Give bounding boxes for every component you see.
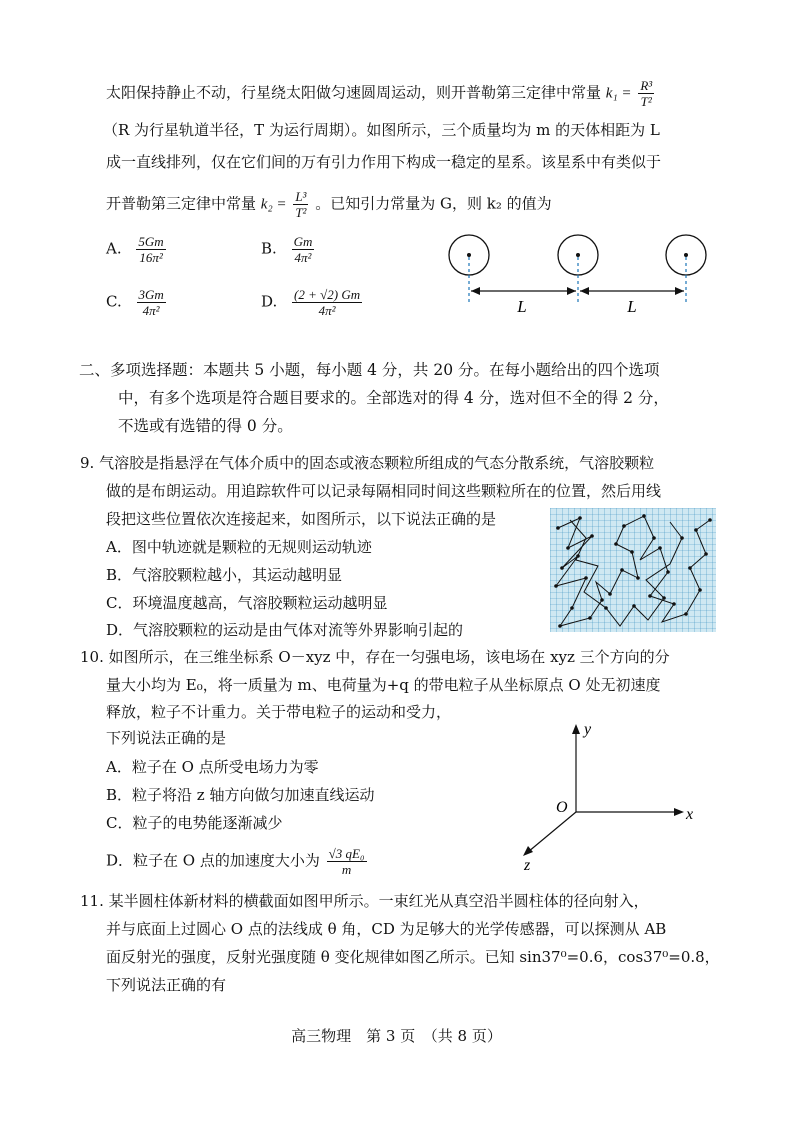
k2-fraction: $\frac{\text{L³}}{\text{T²}}$ <box>295 189 307 220</box>
q10-option-a: A．粒子在 O 点所受电场力为零 <box>106 758 319 776</box>
brownian-motion-figure <box>550 508 716 632</box>
k1-lhs: k₁ = <box>605 85 632 102</box>
q9-line2: 做的是布朗运动。用追踪软件可以记录每隔相同时间这些颗粒所在的位置，然后用线 <box>106 482 662 500</box>
page-footer: 高三物理 第 3 页 （共 8 页） <box>291 1027 502 1045</box>
section2-line3: 不选或有选错的得 0 分。 <box>118 417 293 435</box>
q11-line4: 下列说法正确的有 <box>106 976 227 994</box>
y-axis-label: y <box>584 721 592 738</box>
q8-line3: 成一直线排列，仅在它们间的万有引力作用下构成一稳定的星系。该星系中有类似于 <box>106 153 662 171</box>
q8-option-d: D. $\frac{(2 + √2) Gm}{\text{4π²}}$ <box>261 287 361 318</box>
q8-line4: 开普勒第三定律中常量 k₂ = $\frac{\text{L³}}{\text{T²}}$ 。已知引力常量为 G，则 k₂ 的值为 <box>106 189 552 220</box>
q10-option-c: C．粒子的电势能逐渐减少 <box>106 814 283 832</box>
label-l-right: L <box>627 297 637 316</box>
q11-line3: 面反射光的强度，反射光强度随 θ 变化规律如图乙所示。已知 sin37⁰=0.6，cos37⁰=0.8， <box>106 948 720 966</box>
q10-line4: 下列说法正确的是 <box>106 729 227 747</box>
q9-option-c: C．环境温度越高，气溶胶颗粒运动越明显 <box>106 594 388 612</box>
k1-fraction: $\frac{\text{R³}}{\text{T²}}$ <box>640 78 653 109</box>
q10-line1: 10. 如图所示，在三维坐标系 O－xyz 中，存在一匀强电场，该电场在 xyz 三个方向的分 <box>80 648 670 666</box>
q10-option-b: B．粒子将沿 z 轴方向做匀加速直线运动 <box>106 786 375 804</box>
q9-option-b: B．气溶胶颗粒越小，其运动越明显 <box>106 566 343 584</box>
label-l-left: L <box>517 297 527 316</box>
q11-line1: 11. 某半圆柱体新材料的横截面如图甲所示。一束红光从真空沿半圆柱体的径向射入， <box>80 892 649 910</box>
q8-line1: 太阳保持静止不动，行星绕太阳做匀速圆周运动，则开普勒第三定律中常量 k₁ = $\frac{\text{R³}}{\text{T²}}$ <box>106 78 653 109</box>
x-axis-label: x <box>686 806 694 823</box>
q10-line2: 量大小均为 E₀，将一质量为 m、电荷量为+q 的带电粒子从坐标原点 O 处无初速度 <box>106 676 661 694</box>
q8-line2: （R 为行星轨道半径，T 为运行周期）。如图所示，三个质量均为 m 的天体相距为 L <box>103 121 660 139</box>
three-body-figure <box>440 228 720 328</box>
q10-option-d: D．粒子在 O 点的加速度大小为 $\frac{\text{√3 qE₀}}{m}$ <box>106 846 365 877</box>
q8-option-c: C. $\frac{3Gm}{\text{4π²}}$ <box>106 287 164 318</box>
q10-line3: 释放，粒子不计重力。关于带电粒子的运动和受力， <box>106 703 452 721</box>
q9-line1: 9. 气溶胶是指悬浮在气体介质中的固态或液态颗粒所组成的气态分散系统，气溶胶颗粒 <box>80 454 655 472</box>
section2-line2: 中，有多个选项是符合题目要求的。全部选对的得 4 分，选对但不全的得 2 分， <box>118 389 669 407</box>
xyz-axes-figure <box>510 718 710 876</box>
q8-option-b: B. $\frac{Gm}{\text{4π²}}$ <box>261 234 313 265</box>
z-axis-label: z <box>524 857 531 874</box>
q9-line3: 段把这些位置依次连接起来，如图所示，以下说法正确的是 <box>106 510 497 528</box>
q11-line2: 并与底面上过圆心 O 点的法线成 θ 角，CD 为足够大的光学传感器，可以探测从 AB <box>106 920 667 938</box>
q9-option-a: A．图中轨迹就是颗粒的无规则运动轨迹 <box>106 538 372 556</box>
q8-option-a: A. $\frac{5Gm}{\text{16π²}}$ <box>106 234 164 265</box>
section2-line1: 二、多项选择题：本题共 5 小题，每小题 4 分，共 20 分。在每小题给出的四个选项 <box>79 361 660 379</box>
k2-lhs: k₂ = <box>260 196 287 213</box>
origin-label: O <box>556 799 568 816</box>
q9-option-d: D．气溶胶颗粒的运动是由气体对流等外界影响引起的 <box>106 621 464 639</box>
q10-accel-fraction: $\frac{\text{√3 qE₀}}{m}$ <box>328 846 365 877</box>
